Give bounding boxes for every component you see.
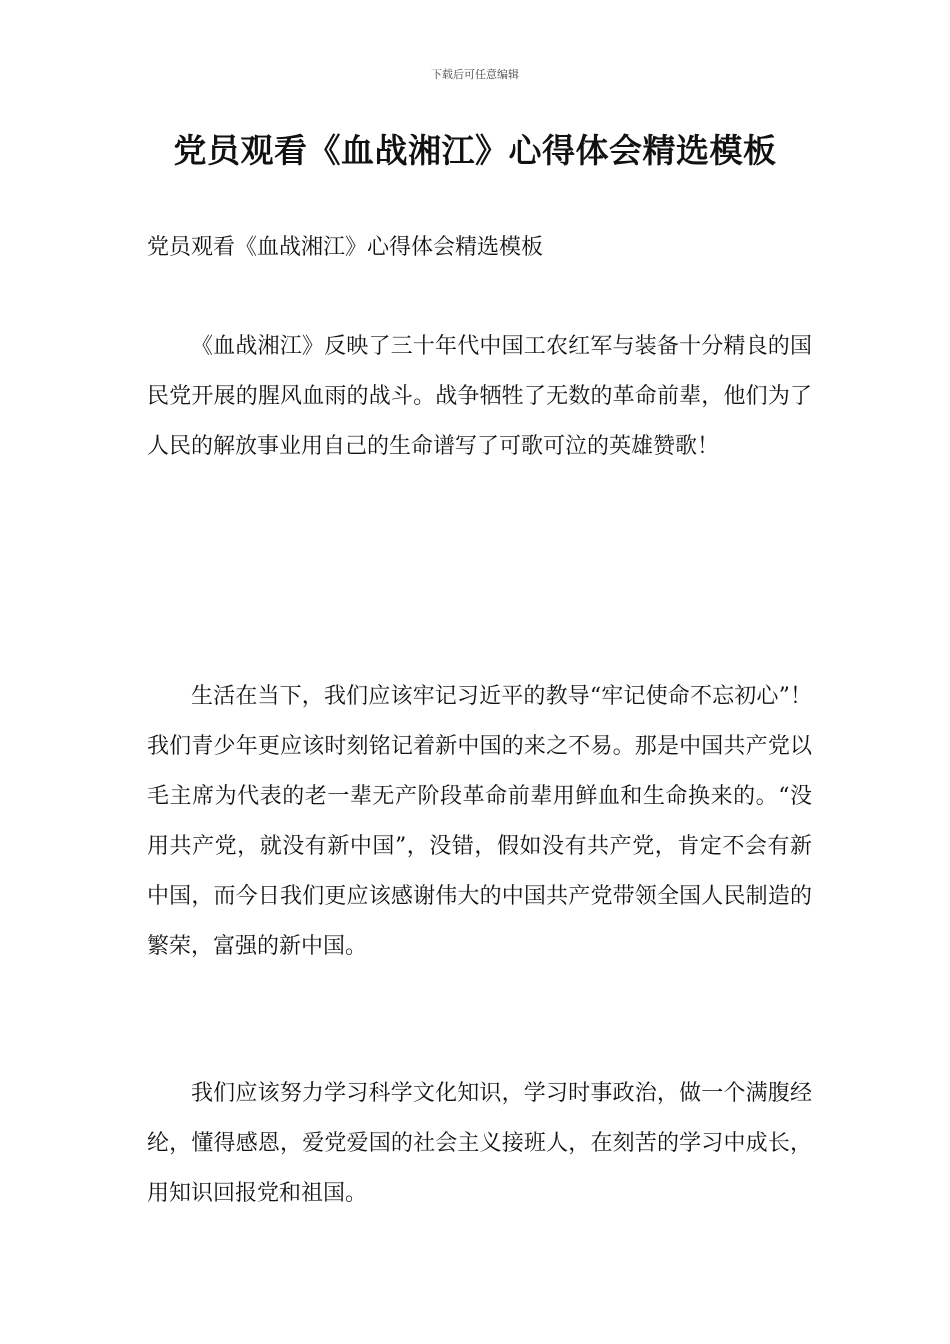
document-title: 党员观看《血战湘江》心得体会精选模板 — [173, 131, 777, 170]
body-paragraph-2: 生活在当下，我们应该牢记习近平的教导“牢记使命不忘初心”！我们青少年更应该时刻铭记着新中国的来之不易。那是中国共产党以毛主席为代表的老一辈无产阶段革命前辈用鲜血和生命换来的。“没用共产党，就没有新中国”，没错，假如没有共产党，肯定不会有新中国，而今日我们更应该感谢伟大的中国共产党带领全国人民制造的繁荣，富强的新中国。 — [147, 684, 812, 959]
body-paragraph-1: 《血战湘江》反映了三十年代中国工农红军与装备十分精良的国民党开展的腥风血雨的战斗。战争牺牲了无数的革命前辈，他们为了人民的解放事业用自己的生命谱写了可歌可泣的英雄赞歌！ — [147, 334, 812, 459]
header-note: 下载后可任意编辑 — [431, 68, 519, 81]
body-paragraph-3: 我们应该努力学习科学文化知识，学习时事政治，做一个满腹经纶，懂得感恩，爱党爱国的社会主义接班人，在刻苦的学习中成长，用知识回报党和祖国。 — [147, 1081, 812, 1206]
document-subtitle: 党员观看《血战湘江》心得体会精选模板 — [147, 235, 544, 260]
